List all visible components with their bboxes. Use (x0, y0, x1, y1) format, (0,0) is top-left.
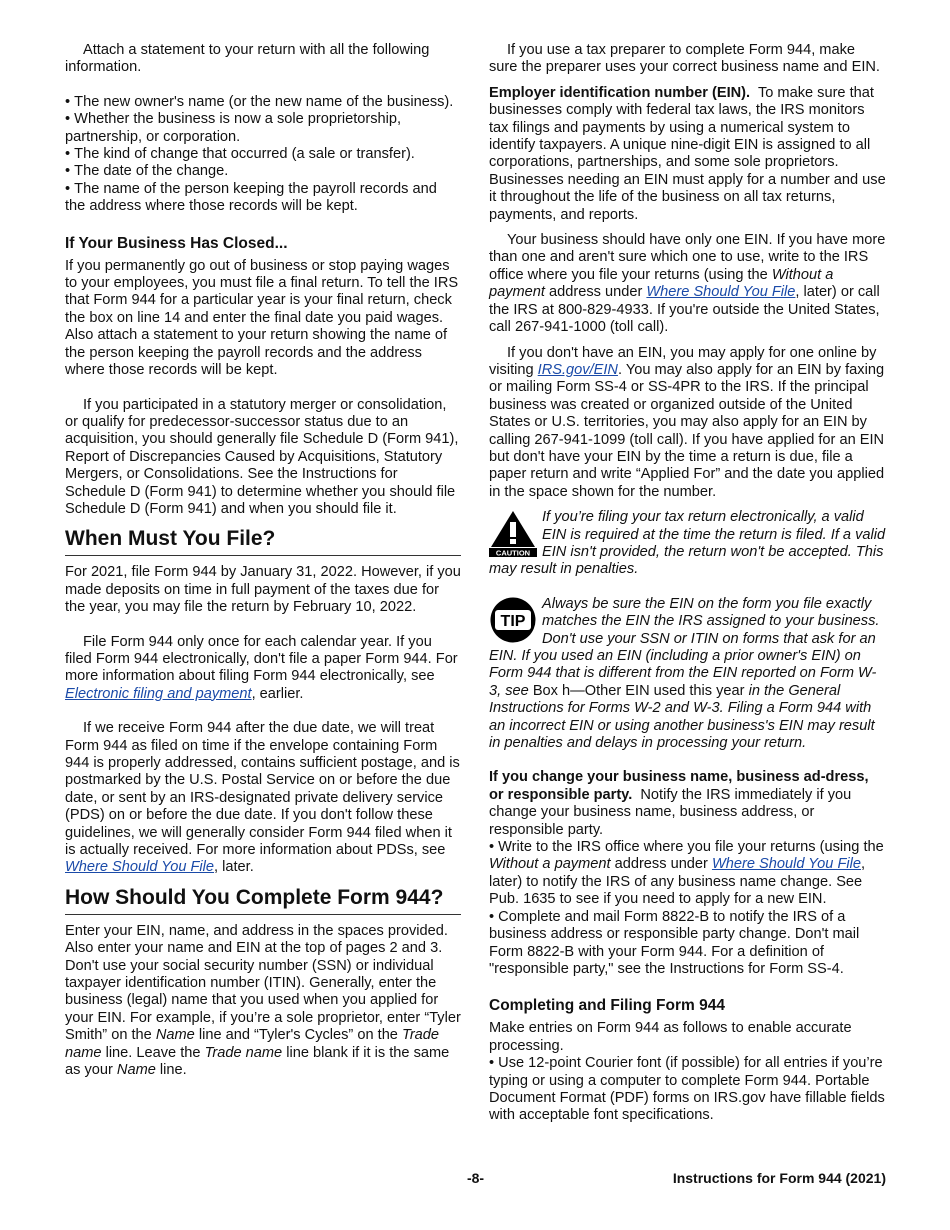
tip-text-a: Always be sure the EIN on the form you file exactly matches the EIN the IRS assigned to your business. Don't use your SSN or ITIN on forms that ask for an EIN. If you used an EIN (including a prior owner's EIN) on Form 944 that is different from the EIN reported on Form W-3, see (489, 595, 880, 699)
business-closed-heading: If Your Business Has Closed... (65, 234, 288, 252)
list-item: • The name of the person keeping the payroll records and the address where those records will be kept. (65, 181, 461, 216)
when-must-you-file-heading: When Must You File? (65, 527, 461, 556)
ein-paragraph: Employer identification number (EIN). To make sure that businesses comply with federal tax laws, the IRS monitors tax filings and payments by using a numerical system to identify taxpayers. A unique nine-digit EIN is assigned to all corporations, partnerships, and some sole proprietors. Businesses needing an EIN must apply for a number and use it throughout the life of the business on all tax returns, payments, and reports. (489, 84, 886, 223)
electronic-filing-link[interactable]: Electronic filing and payment (65, 685, 252, 702)
ownership-statement-paragraph: Attach a statement to your return with all the following information. (65, 42, 430, 76)
where-should-you-file-link[interactable]: Where Should You File (65, 859, 215, 876)
tax-preparer-paragraph: If you use a tax preparer to complete Form 944, make sure the preparer uses your correct business name and EIN. (489, 42, 880, 76)
page-number: -8- (466, 1170, 485, 1186)
one-ein-paragraph: Your business should have only one EIN. If you have more than one and aren't sure which one to use, write to the IRS office where you file your returns (using the Without a payment address under Where Should You File, later) or call the IRS at 800-829-4933. If you're outside the United States, call 267-941-1000 (toll call). (489, 232, 886, 336)
tip-note (489, 596, 886, 753)
when-file-paragraph-1: For 2021, file Form 944 by January 31, 2022. However, if you made deposits on time in full payment of the taxes due for the year, you may file the return by February 10, 2022. (65, 564, 461, 616)
page-footer (65, 1170, 886, 1188)
ein-run-in-heading: Employer identification number (EIN). (489, 84, 751, 101)
ownership-bullet-list (65, 94, 461, 216)
irs-gov-ein-link[interactable]: IRS.gov/EIN (537, 361, 618, 378)
tip-text-roman: Box h—Other EIN used this year (532, 682, 745, 699)
tip-label: TIP (500, 612, 526, 630)
change-business-paragraph: If you change your business name, business ad-dress, or responsible party. Notify the IRS immediately if you change your business name, business address, or responsible party. (489, 769, 869, 838)
list-item: • Whether the business is now a sole proprietorship, partnership, or corporation. (65, 111, 461, 146)
merger-paragraph: If you participated in a statutory merger or consolidation, or qualify for predecessor-successor status due to an acquisition, you should generally file Schedule D (Form 941), Report of Discrepancies Caused by Acquisitions, Statutory Mergers, or Consolidations. See the Instructions for Schedule D (Form 941) to determine whether you should file Schedule D (Form 941) and when you should file it. (65, 396, 459, 517)
completing-filing-heading: Completing and Filing Form 944 (489, 997, 725, 1015)
when-file-paragraph-2: File Form 944 only once for each calendar year. If you filed Form 944 electronically, don't file a paper Form 944. For more information about filing Form 944 electronically, see Electronic filing and payment, earlier. (65, 633, 458, 702)
list-item: • The new owner's name (or the new name of the business). (65, 94, 461, 111)
where-should-you-file-link[interactable]: Where Should You File (711, 856, 861, 873)
caution-icon (489, 509, 537, 557)
tip-text-b: in the General Instructions for Forms W-2 and W-3. Filing a Form 944 with an incorrect EIN or using another business's EIN may result in penalties and delays in processing your return. (489, 682, 875, 752)
list-item: • Use 12-point Courier font (if possible) for all entries if you’re typing or using a computer to complete Form 944. Portable Document Format (PDF) forms on IRS.gov have fillable fields with acceptable font specifications. (489, 1055, 886, 1125)
list-item: • The kind of change that occurred (a sale or transfer). (65, 146, 461, 163)
where-should-you-file-link[interactable]: Where Should You File (646, 284, 796, 301)
change-run-in-heading: If you change your business name, business ad-dress, or responsible party. (489, 769, 869, 803)
when-file-paragraph-3: If we receive Form 944 after the due date, we will treat Form 944 as filed on time if the envelope containing Form 944 is properly addressed, contains sufficient postage, and is postmarked by the U.S. Postal Service on or before the due date, or sent by an IRS-designated private delivery service (PDS) on or before the due date. If you don't follow these guidelines, we will generally consider Form 944 filed when it is actually received. For more information about PDSs, see Where Should You File, later. (65, 720, 460, 876)
left-column (65, 42, 461, 1080)
list-item: • The date of the change. (65, 163, 461, 180)
caution-text: If you’re filing your tax return electronically, a valid EIN is required at the time the return is filed. If a valid EIN isn't provided, the return won't be accepted. This may result in penalties. (489, 509, 886, 578)
list-item: • Complete and mail Form 8822-B to notify the IRS of a business address or responsible party change. Don't mail Form 8822-B with your Form 944. For a definition of "responsible party," see the Instructions for Form SS-4. (489, 909, 886, 979)
footer-title: Instructions for Form 944 (2021) (672, 1170, 886, 1186)
business-closed-paragraph: If you permanently go out of business or stop paying wages to your employees, you must file a final return. To tell the IRS that Form 944 for a particular year is your final return, check the box on line 14 and enter the final date you paid wages. Also attach a statement to your return showing the name of the person keeping the payroll records and the address where those records will be kept. (65, 257, 459, 379)
how-complete-paragraph: Enter your EIN, name, and address in the spaces provided. Also enter your name and EIN at the top of pages 2 and 3. Don't use your social security number (SSN) or individual taxpayer identification number (ITIN). Generally, enter the business (legal) name that you used when you applied for your EIN. For example, if you’re a sole proprietor, enter “Tyler Smith” on the Name line and “Tyler's Cycles” on the Trade name line. Leave the Trade name line blank if it is the same as your Name line. (65, 922, 461, 1079)
no-ein-paragraph: If you don't have an EIN, you may apply for one online by visiting IRS.gov/EIN. You may also apply for an EIN by faxing or mailing Form SS-4 or SS-4PR to the IRS. If the principal business was created or organized outside of the United States or U.S. territories, you may also apply for an EIN by calling 267-941-1099 (toll call). If you have applied for an EIN but don't have your EIN by the time a return is due, file a paper return and write “Applied For” and the date you applied in the space shown for the number. (489, 344, 885, 500)
caution-label: CAUTION (495, 548, 531, 558)
tip-icon (489, 596, 537, 644)
list-item: • Write to the IRS office where you file your returns (using the Without a payment address under Where Should You File, later) to notify the IRS of any business name change. See Pub. 1635 to see if you need to apply for a new EIN. (489, 839, 886, 909)
caution-note (489, 509, 886, 579)
completing-paragraph: Make entries on Form 944 as follows to enable accurate processing. (489, 1020, 852, 1054)
how-complete-heading: How Should You Complete Form 944? (65, 886, 461, 915)
right-column (489, 42, 886, 1125)
